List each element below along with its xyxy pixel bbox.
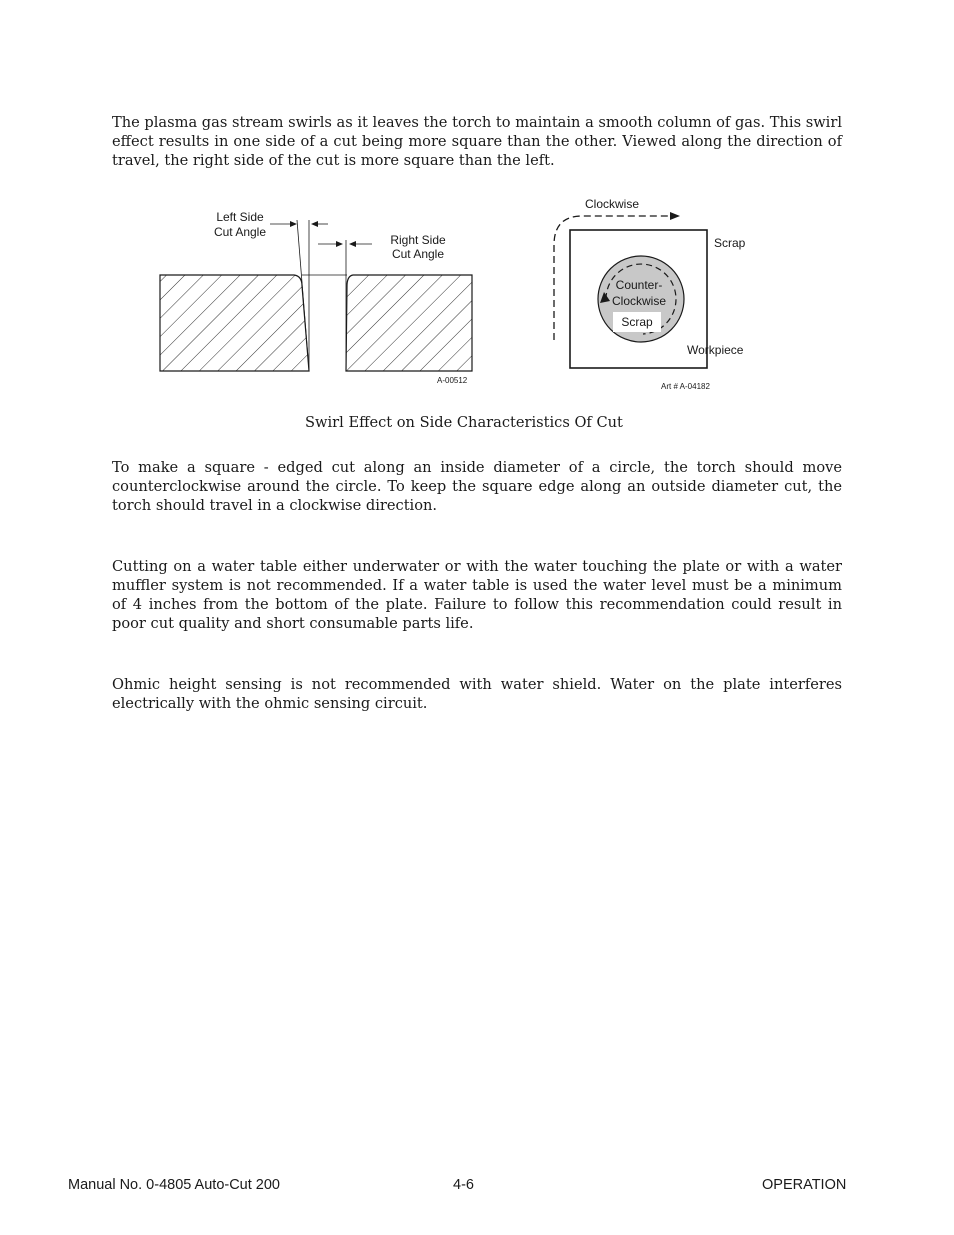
footer-page-number: 4-6 — [453, 1177, 474, 1193]
left-side-label-line2: Cut Angle — [213, 225, 267, 239]
counter-clockwise-label-line2: Clockwise — [611, 294, 667, 308]
counter-clockwise-label-line1: Counter- — [615, 278, 663, 292]
footer-section: OPERATION — [762, 1177, 847, 1193]
clockwise-arrow-icon — [670, 212, 680, 220]
art-number-right: Art # A-04182 — [661, 382, 710, 391]
clockwise-label: Clockwise — [585, 197, 640, 211]
inner-scrap-label: Scrap — [621, 315, 653, 329]
paragraph-square-cut: To make a square - edged cut along an inside diameter of a circle, the torch should move counterclockwise around the circle. To keep the square edge along an outside diameter cut, the torch should travel in a clockwise direction. — [112, 459, 842, 514]
workpiece-label: Workpiece — [687, 343, 744, 357]
plate-left-section — [160, 275, 309, 371]
plate-right-section — [346, 275, 472, 371]
cut-direction-diagram — [554, 197, 746, 391]
kerf-cross-section — [160, 210, 472, 385]
swirl-effect-figure — [0, 0, 954, 400]
paragraph-swirl-intro: The plasma gas stream swirls as it leaves the torch to maintain a smooth column of gas. This swirl effect results in one side of a cut being more square than the other. Viewed along the direction of travel, the right side of the cut is more square than the left. — [112, 114, 842, 169]
footer-manual-number: Manual No. 0-4805 Auto-Cut 200 — [68, 1177, 280, 1193]
left-angle-arrow-icon — [290, 221, 297, 227]
paragraph-water-table: Cutting on a water table either underwater or with the water touching the plate or with a water muffler system is not recommended. If a water table is used the water level must be a minimum of 4 inches from the bottom of the plate. Failure to follow this recommendation could result in poor cut quality and short consumable parts life. — [112, 558, 842, 632]
right-side-label-line1: Right Side — [390, 233, 446, 247]
right-angle-arrow-left-icon — [349, 241, 356, 247]
left-side-label-line1: Left Side — [216, 210, 264, 224]
right-angle-arrow-icon — [336, 241, 343, 247]
left-angle-arrow-right-icon — [311, 221, 318, 227]
art-number-left: A-00512 — [437, 376, 468, 385]
figure-caption: Swirl Effect on Side Characteristics Of Cut — [305, 414, 623, 431]
right-side-label-line2: Cut Angle — [391, 247, 445, 261]
paragraph-ohmic: Ohmic height sensing is not recommended with water shield. Water on the plate interferes electrically with the ohmic sensing circuit. — [112, 676, 842, 712]
outer-scrap-label: Scrap — [714, 236, 746, 250]
